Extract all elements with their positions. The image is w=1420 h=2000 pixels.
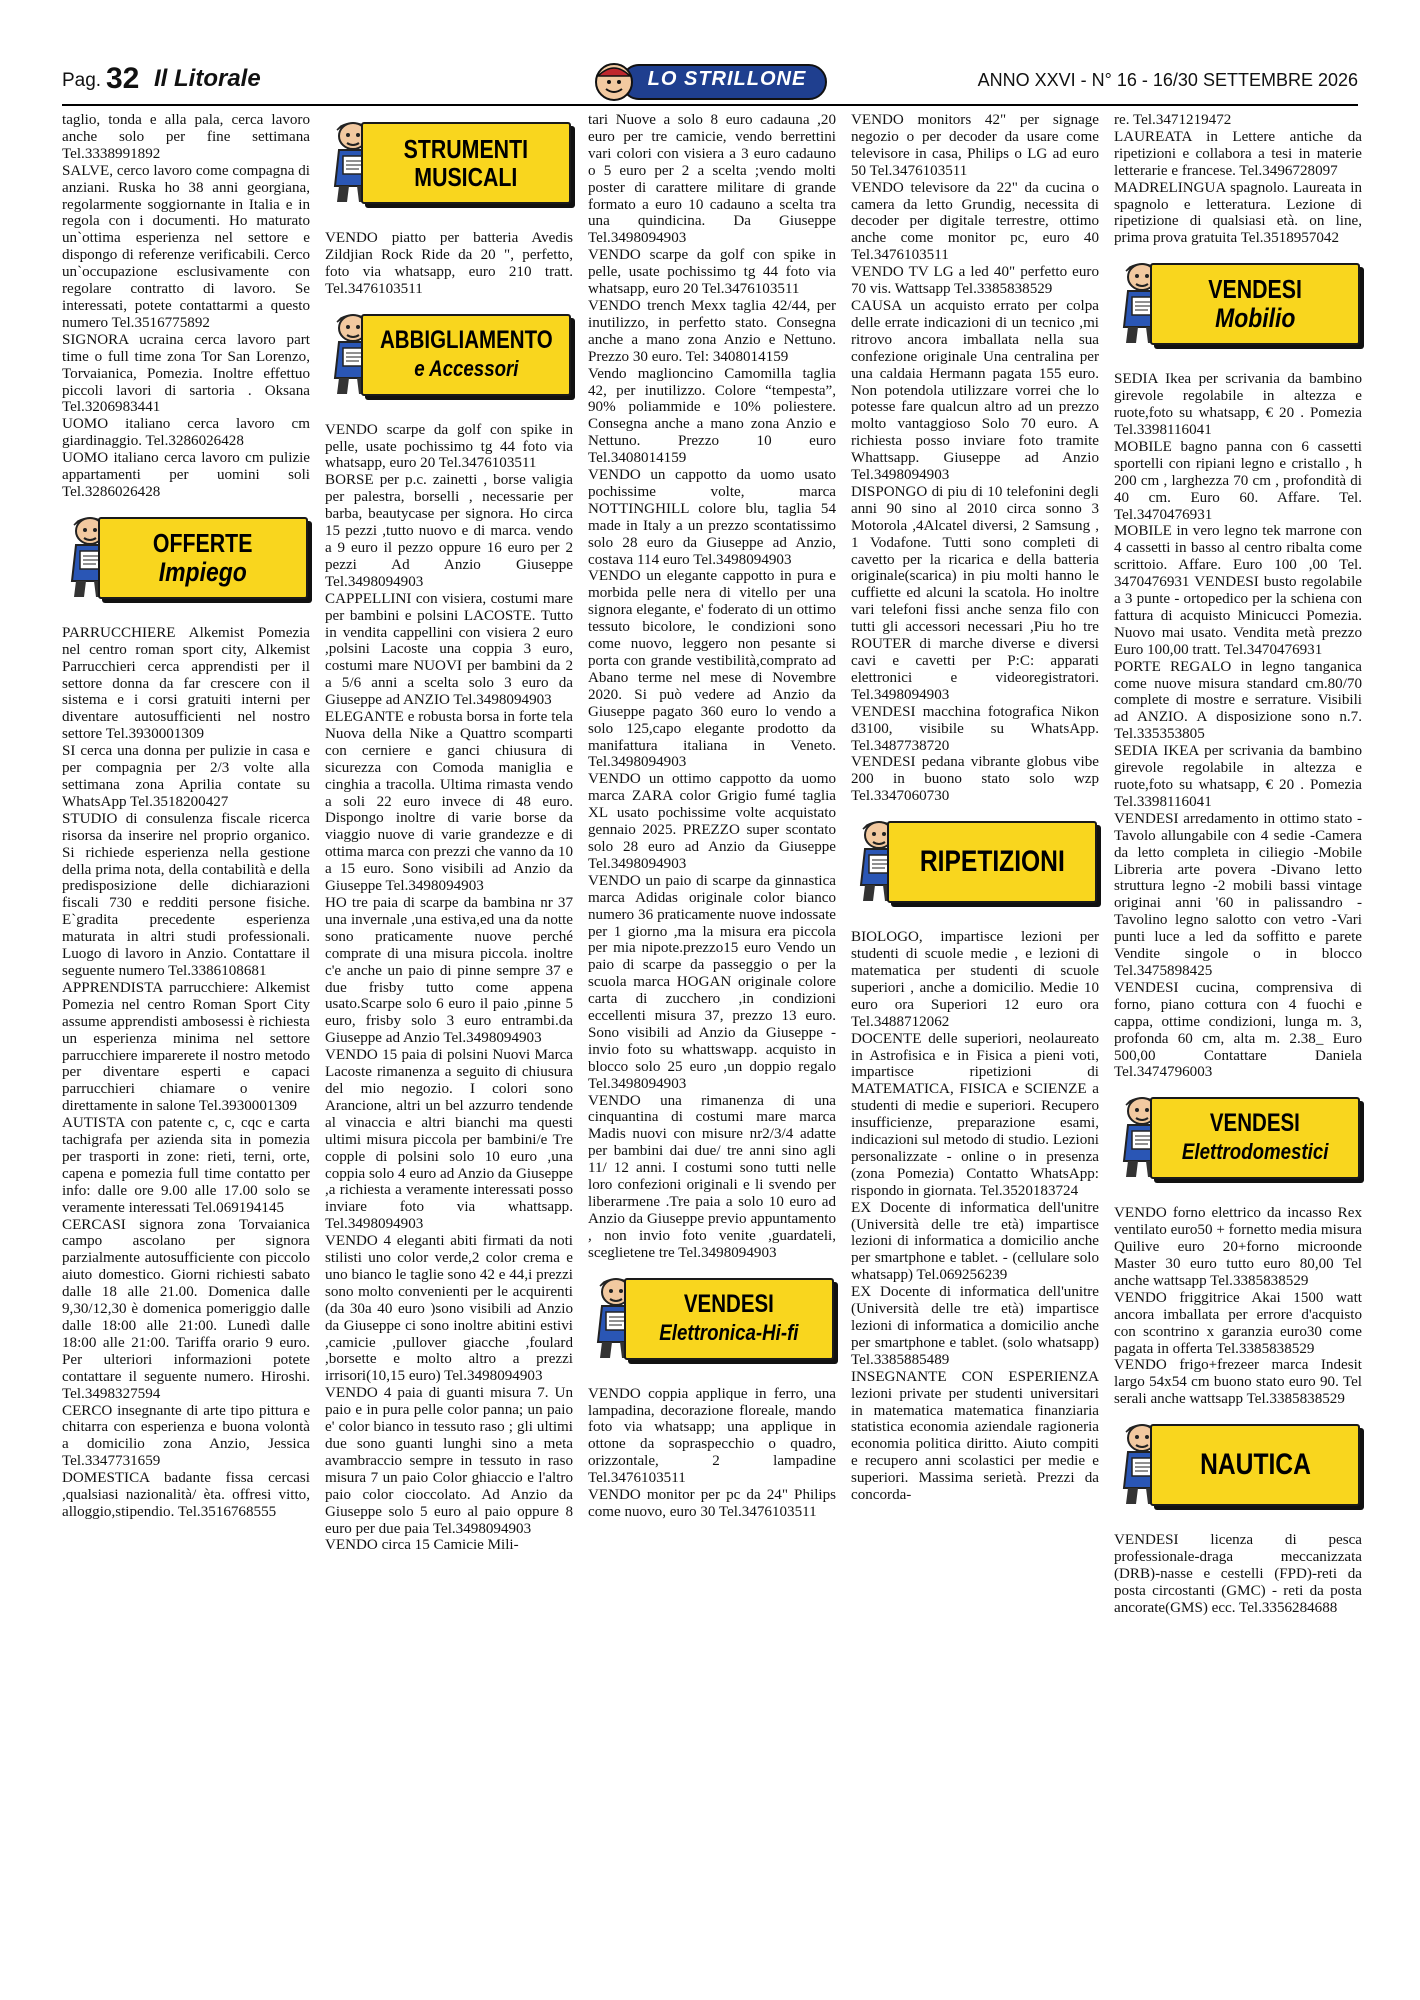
- classified-ad: STUDIO di consulenza fiscale ricerca risorsa da inserire nel proprio organico. Si richiede esperienza nella gestione della prima nota, della contabilità e della predisposizione delle dichiarazioni fiscali 730 e redditi persone fisiche. E`gradita precedente esperienza maturata in altri studi professionali. Luogo di lavoro in Anzio. Contattare il seguente numero Tel.3386108681: [62, 810, 310, 979]
- banner-title: OFFERTE: [153, 527, 253, 558]
- classified-ad: taglio, tonda e alla pala, cerca lavoro anche solo per fine settimana Tel.3338991892: [62, 112, 310, 162]
- classified-ad: VENDESI arredamento in ottimo stato -Tavolo allungabile con 4 sedie -Camera da letto completa in ciliegio -Mobile Libreria arte povera -Divano letto struttura legno -2 mobili bassi vintage originai anni '60 in palissandro - Tavolino legno salotto con vetro -Vari punti luce a led da soffitto e parete Vendite singole o in blocco Tel.3475898425: [1114, 810, 1362, 979]
- classified-ad: DOMESTICA badante fissa cercasi ,qualsiasi nazionalità/ èta. offresi vitto, alloggio,stipendio. Tel.3516768555: [62, 1470, 310, 1520]
- classified-ad: EX Docente di informatica dell'unitre (Università delle tre età) impartisce lezioni di informatica a domicilio anche per smartphone e tablet. - (cellulare solo whatsapp) Tel.069256239: [851, 1199, 1099, 1284]
- classified-ad: VENDO un cappotto da uomo usato pochissime volte, marca NOTTINGHILL colore blu, taglia 54 made in Italy a un prezzo scontatissimo solo 28 euro da Giuseppe ad Anzio, costava 114 euro Tel.3498094903: [588, 467, 836, 568]
- section-banner-offerte-impiego: [62, 507, 310, 617]
- classified-ad: SIGNORA ucraina cerca lavoro part time o full time zona Tor San Lorenzo, Torvaianica, Pomezia. Inoltre effettuo piccoli lavori di sartoria . Oksana Tel.3206983441: [62, 331, 310, 416]
- banner-subtitle: e Accessori: [413, 355, 519, 381]
- classified-ad: UOMO italiano cerca lavoro cm giardinaggio. Tel.3286026428: [62, 416, 310, 450]
- section-banner-elettronica-hifi: [588, 1268, 836, 1378]
- classified-ad: PARRUCCHIERE Alkemist Pomezia nel centro roman sport city, Alkemist Parrucchieri cerca apprendisti per il settore donna da far crescere con il sistema e i corsi gratuiti interni per diventare autosufficienti nel nostro settore Tel.3930001309: [62, 624, 310, 743]
- column-4: [851, 112, 1099, 1504]
- classified-ad: VENDO una rimanenza di una cinquantina di costumi mare marca Madis nuovi con misure nr2/3/4 adatte per bambini dai due/ tre anni sino agli 11/ 12 anni. I costumi sono tutti nelle loro confezioni originali e li svendo per liberarmene .Tre paia a solo 10 euro ad Anzio da Giuseppe previo appuntamento , non invio foto venite ,guardateli, sceglietene tre Tel.3498094903: [588, 1092, 836, 1261]
- classified-ad: ELEGANTE e robusta borsa in forte tela Nuova della Nike a Quattro scomparti con cerniere e ganci chiusura di sicurezza con Comoda maniglia e cinghia a tracolla. Ultima rimasta vendo a soli 22 euro invece di 48 euro. Dispongo inoltre di varie borse da viaggio nuove di varie grandezze e di ottima marca con prezzi che vanno da 10 a 15 euro. Sono visibili ad Anzio da Giuseppe Tel.3498094903: [325, 709, 573, 895]
- ads-list: [325, 230, 573, 298]
- classified-ad: MOBILE in vero legno tek marrone con 4 cassetti in basso al centro ribalta come scrittoio. Affare. Euro 100 ,00 Tel. 3470476931 VENDESI busto regolabile a 3 punte - ortopedico per la schiena con fattura di acquisto Minicucci Pomezia. Nuovo mai usato. Vendita metà prezzo Euro 100,00 tratt. Tel.3470476931: [1114, 523, 1362, 658]
- classified-ad: VENDO scarpe da golf con spike in pelle, usate pochissimo tg 44 foto via whatsapp, euro 20 Tel.3476103511: [325, 421, 573, 472]
- classified-ad: BORSE per p.c. zainetti , borse valigia per palestra, borselli , necessarie per barba, beautycase per signora. Ho circa 15 pezzi ,tutto nuovo e di marca. vendo a 9 euro il pezzo oppure 16 euro per 2 pezzi Ad Anzio Giuseppe Tel.3498094903: [325, 472, 573, 590]
- classified-ad: VENDO piatto per batteria Avedis Zildjian Rock Ride da 20 ", perfetto, foto via whatsapp, euro 210 tratt. Tel.3476103511: [325, 230, 573, 297]
- classified-ad: DISPONGO di piu di 10 telefonini degli anni 90 sino al 2010 circa sonno 3 Motorola ,4Alcatel diversi, 2 Samsung , 1 Vodafone. Tutti sono completi di cavetto per la ricarica e della batteria originale(scarica) in piu molti hanno le cuffiette ed alcuni la scatola. Ho inoltre vari telefoni fissi anche senza filo con tutti gli accessori necessari ,Piu ho tre ROUTER di marche diverse e diversi cavi e cavetti per P:C: apparati elettronici e videoregistratori. Tel.3498094903: [851, 483, 1099, 703]
- classified-ad: VENDO forno elettrico da incasso Rex ventilato euro50 + fornetto media misura Quilive euro 20+forno microonde Master 30 euro tutto euro 80,00 Tel anche wattsapp Tel.3385838529: [1114, 1205, 1362, 1289]
- classified-ad: AUTISTA con patente c, c, cqc e carta tachigrafa per azienda sita in pomezia per trasporti in zone: rieti, terni, orte, capena e pomezia full time contatto per info: dalle ore 9.00 alle 17.00 solo se veramente interessati Tel.069194145: [62, 1115, 310, 1216]
- page-label: Pag.: [62, 70, 102, 91]
- banner-plate: [361, 314, 571, 396]
- classified-ad: HO tre paia di scarpe da bambina nr 37 una invernale ,una estiva,ed una da notte sono praticamente nuove perché comprate di una misura piccola. inoltre c'e anche un paio di pinne sempre 37 e due frisby tutto come appena usato.Scarpe solo 6 euro il paio ,pinne 5 euro, frisby solo 3 euro entrambi.da Giuseppe ad Anzio Tel.3498094903: [325, 895, 573, 1047]
- section-banner-strumenti-musicali: [325, 112, 573, 222]
- header-rule: [62, 104, 1358, 106]
- section-banner-elettrodomestici: [1114, 1087, 1362, 1197]
- classified-ad: SEDIA Ikea per scrivania da bambino girevole regolabile in altezza e ruote,foto su whatsapp, € 20 . Pomezia Tel.3398116041: [1114, 371, 1362, 438]
- banner-title: ABBIGLIAMENTO: [379, 325, 553, 354]
- classified-ad: VENDO coppia applique in ferro, una lampadina, decorazione floreale, mando foto via whatsapp; una applique in ottone da sopraspecchio o quadro, orizzontale, 2 lampadine Tel.3476103511: [588, 1385, 836, 1487]
- ads-list: [1114, 1532, 1362, 1617]
- ads-list: [588, 112, 836, 1262]
- classified-ad: UOMO italiano cerca lavoro cm pulizie appartamenti per uomini soli Tel.3286026428: [62, 450, 310, 500]
- banner-plate: [887, 821, 1097, 903]
- banner-title: VENDESI: [1209, 1109, 1300, 1138]
- classified-ad: VENDO un ottimo cappotto da uomo marca ZARA color Grigio fumé taglia XL usato pochissime volte acquistato gennaio 2025. PREZZO super scontato solo 28 euro ad Anzio da Giuseppe Tel.3498094903: [588, 771, 836, 872]
- column-1: [62, 112, 310, 1521]
- classified-ad: Vendo maglioncino Camomilla taglia 42, per inutilizzo. Colore “tempesta”, 90% poliammide e 10% poliestere. Consegna anche a mano zona Anzio e Nettuno. Prezzo 10 euro Tel.3408014159: [588, 365, 836, 467]
- ads-list: [851, 929, 1099, 1504]
- page-number: 32: [106, 62, 140, 95]
- banner-plate: [1150, 1097, 1360, 1179]
- classified-ad: VENDO friggitrice Akai 1500 watt ancora imballata per errore d'acquisto con scontrino x garanzia euro30 come pagata in offerta Tel.3385838529: [1114, 1289, 1362, 1357]
- classified-ad: DOCENTE delle superiori, neolaureato in Astrofisica e in Fisica a pieni voti, impartisce ripetizioni di MATEMATICA, FISICA e SCIENZE a studenti di medie e superiori. Recupero insufficienze, preparazione esami, indicazioni sul metodo di studio. Lezioni personalizzate - online o in presenza (zona Pomezia) Contatto WhatsApp: rispondo in giornata. Tel.3520183724: [851, 1030, 1099, 1199]
- column-2: [325, 112, 573, 1554]
- column-5: [1114, 112, 1362, 1617]
- page-header: [62, 62, 1358, 106]
- classified-ad: VENDO televisore da 22" da cucina o camera da letto Grundig, necessita di decoder per digitale terrestre, ottimo anche come monitor pc, euro 40 Tel.3476103511: [851, 179, 1099, 264]
- banner-plate: [624, 1278, 834, 1360]
- ads-list: [62, 112, 310, 501]
- classified-ad: SI cerca una donna per pulizie in casa e per compagnia per 2/3 volte alla settimana zona Aprilia contate su WhatsApp Tel.3518200427: [62, 743, 310, 810]
- classified-ad: tari Nuove a solo 8 euro cadauna ,20 euro per tre camicie, vendo berrettini vari colori con visiera a 3 euro cadauno o 5 euro per 2 a scelta ;vendo molti poster di carattere militare di grande formato a euro 10 cadauno a scelta tra una quindicina. Da Giuseppe Tel.3498094903: [588, 112, 836, 247]
- issue-info: ANNO XXVI - N° 16 - 16/30 SETTEMBRE 2026: [977, 70, 1358, 90]
- classified-ad: PORTE REGALO in legno tanganica come nuove misura standard cm.80/70 complete di mostre e serrature. Visibili ad ANZIO. A disposizione sono n.7. Tel.335353805: [1114, 658, 1362, 743]
- classified-ad: VENDO circa 15 Camicie Mili-: [325, 1537, 519, 1554]
- banner-title: STRUMENTI: [403, 134, 529, 164]
- classified-ad: VENDO un elegante cappotto in pura e morbida pelle nera di vitello per una signora elegante, e' foderato di un ottimo tessuto bicolore, le condizioni sono come nuovo, leggero non pesante si porta con grande vestibilità,comprato ad Abano terme nel mese di Novembre 2020. Si può vedere ad Anzio da Giuseppe pagato 360 euro lo vendo a solo 125,capo elegante prodotto da manifattura italiana in Veneto. Tel.3498094903: [588, 568, 836, 771]
- classified-ad: APPRENDISTA parrucchiere: Alkemist Pomezia nel centro Roman Sport City assume apprendisti ambosessi è richiesta un esperienza minima nel settore parrucchiere imparerete il nostro metodo per diventare esperti e capaci parrucchieri chiamare o venire direttamente in salone Tel.3930001309: [62, 979, 310, 1115]
- classified-ad: VENDESI pedana vibrante globus vibe 200 in buono stato solo wzp Tel.3347060730: [851, 754, 1099, 805]
- classified-ad: SALVE, cerco lavoro come compagna di anziani. Ruska ho 38 anni georgiana, regolarmente soggiornante in Italia e in regola con i documenti. Ho maturato un`ottima esperienza nel settore e dispongo di referenze verificabili. Cerco un`occupazione esclusivamente con regolare contratto di lavoro. Se interessati, potete contattarmi a questo numero Tel.3516775892: [62, 162, 310, 331]
- banner-title: NAUTICA: [1199, 1448, 1311, 1482]
- ads-list: [1114, 1205, 1362, 1408]
- banner-plate: [1150, 263, 1360, 345]
- ads-list: [325, 422, 573, 1555]
- classified-ad: VENDO monitors 42" per signage negozio o per decoder da usare come televisore in casa, Philips o LG ad euro 50 Tel.3476103511: [851, 112, 1099, 179]
- classified-ad: MADRELINGUA spagnolo. Laureata in spagnolo e letteratura. Lezione di ripetizione di qualsiasi età. on line, prima prova gratuita Tel.3518957042: [1114, 179, 1362, 247]
- classified-ad: VENDO monitor per pc da 24" Philips come nuovo, euro 30 Tel.3476103511: [588, 1487, 836, 1520]
- ads-list: [62, 625, 310, 1521]
- classified-ad: VENDO TV LG a led 40" perfetto euro 70 vis. Wattsapp Tel.3385838529: [851, 264, 1099, 298]
- classified-ad: CERCO insegnante di arte tipo pittura e chitarra con esperienza e buona volontà a domicilio zona Anzio, Jessica Tel.3347731659: [62, 1402, 310, 1470]
- classified-ad: CERCASI signora zona Torvaianica campo ascolano per signora parzialmente autosufficiente con piccolo aiuto domestico. Giorni richiesti sabato dalle 18 alle 21.00. Domenica dalle 9,30/12,30 è domenica pomeriggio dalle dalle 18:00 alle 21:00. Lunedì dalle 18:00 alle 21:00. Tariffa orario 9 euro. Per ulteriori informazioni potete contattare il seguente numero. Hiroshi. Tel.3498327594: [62, 1216, 310, 1402]
- section-banner-mobilio: [1114, 253, 1362, 363]
- section-banner-nautica: [1114, 1414, 1362, 1524]
- logo-text: LO STRILLONE: [647, 68, 807, 90]
- banner-subtitle: Mobilio: [1214, 303, 1296, 334]
- classified-ad: VENDESI cucina, comprensiva di forno, piano cottura con 4 fuochi e cappa, ottime condizioni, lunga m. 3, profonda 60 cm, alta m. 2.38_ Euro 500,00 Contattare Daniela Tel.3474796003: [1114, 979, 1362, 1081]
- classified-ad: VENDO frigo+frezeer marca Indesit largo 54x54 cm buono stato euro 90. Tel serali anche wattsapp Tel.3385838529: [1114, 1357, 1362, 1408]
- ads-list: [588, 1386, 836, 1521]
- ads-list: [851, 112, 1099, 805]
- ads-list: [1114, 371, 1362, 1081]
- section-banner-abbigliamento: [325, 304, 573, 414]
- banner-title: RIPETIZIONI: [919, 845, 1065, 879]
- classified-ad: VENDO 4 eleganti abiti firmati da noti stilisti uno color verde,2 color crema e uno bianco le taglie sono 42 e 44,i prezzi sono molto convenienti per le acquirenti (da 30a 40 euro )sono visibili ad Anzio da Giuseppe ci sono inoltre abitini estivi ,camicie ,pullover giacche ,foulard ,borsette e molto altro a prezzi irrisori(10,15 euro) Tel.3498094903: [325, 1233, 573, 1385]
- banner-subtitle: Impiego: [158, 556, 247, 587]
- classified-ad: CAPPELLINI con visiera, costumi mare per bambini e polsini LACOSTE. Tutto in vendita cappellini con visiera 2 euro ,polsini Lacoste una coppia 3 euro, costumi mare NUOVI per bambini da 2 a 5/6 anni a scelta solo 3 euro da Giuseppe ad ANZIO Tel.3498094903: [325, 590, 573, 709]
- banner-plate: [361, 122, 571, 204]
- classified-ad: CAUSA un acquisto errato per colpa delle errate indicazioni di un tecnico ,mi ritrovo ancora imballata nella sua confezione originale Una centralina per una caldaia Hermann pagata 155 euro. Non potendola utilizzare vorrei che lo potesse fare qualcun altro ad un prezzo molto vantaggioso Solo 70 euro. A richiesta posso inviare foto tramite Whattsapp. Giuseppe ad Anzio Tel.3498094903: [851, 297, 1099, 484]
- banner-subtitle: MUSICALI: [414, 162, 518, 192]
- classified-ad: VENDESI licenza di pesca professionale-draga meccanizzata (DRB)-nasse e cestelli (FPD)-reti da posta circostanti (GMC) - reti da posta ancorate(GMS) ecc. Tel.3356284688: [1114, 1532, 1362, 1616]
- classified-ad: VENDO trench Mexx taglia 42/44, per inutilizzo, in perfetto stato. Consegna anche a mano zona Anzio e Nettuno. Prezzo 30 euro. Tel: 3408014159: [588, 297, 836, 365]
- banner-subtitle: Elettrodomestici: [1181, 1139, 1329, 1165]
- classified-ad: VENDO 4 paia di guanti misura 7. Un paio e in pura pelle color panna; un paio e' color bianco in tessuto raso ; gli ultimi due sono guanti lunghi sino a meta avambraccio sempre in tessuto in raso misura 7 un paio Color ghiaccio e l'altro paio color cioccolato. Ad Anzio da Giuseppe solo 5 euro al paio oppure 8 euro per due paia Tel.3498094903: [325, 1385, 573, 1537]
- classified-ad: VENDO 15 paia di polsini Nuovi Marca Lacoste rimanenza a seguito di chiusura del mio negozio. I colori sono Arancione, altri un bel azzurro tendende al vinaccia e altri bianchi ma questi ultimi misura piccola per bambini/e Tre copple di polsini solo 10 euro ,una coppia solo 4 euro ad Anzio da Giuseppe ,a richiesta a veramente interessati posso inviare foto via whattsapp. Tel.3498094903: [325, 1047, 573, 1233]
- banner-plate: [1150, 1424, 1360, 1506]
- classified-ad: VENDESI macchina fotografica Nikon d3100, visibile su WhatsApp. Tel.3487738720: [851, 703, 1099, 754]
- classified-ad: LAUREATA in Lettere antiche da ripetizioni e collabora a tesi in materie letterarie e francese. Tel.3496728097: [1114, 128, 1362, 179]
- classified-ad: INSEGNANTE CON ESPERIENZA lezioni private per studenti universitari in matematica matematica finanziaria statistica economia aziendale ragioneria economia politica diritto. Aiuto compiti e recupero anni scolastici per medie e superiori. Massima serietà. Prezzi da concorda-: [851, 1368, 1099, 1504]
- classified-ad: EX Docente di informatica dell'unitre (Università delle tre età) impartisce lezioni di informatica a domicilio anche per smartphone e tablet. (solo whatsapp) Tel.3385885489: [851, 1284, 1099, 1368]
- banner-plate: [98, 517, 308, 599]
- classified-ad: MOBILE bagno panna con 6 cassetti sportelli con ripiani legno e cristallo , h 200 cm , larghezza 70 cm , profondità di 40 cm. Euro 60. Affare. Tel. Tel.3470476931: [1114, 438, 1362, 523]
- ads-list: [1114, 112, 1362, 247]
- banner-title: VENDESI: [1208, 274, 1302, 305]
- classified-ad: re. Tel.3471219472: [1114, 112, 1232, 128]
- classified-ad: SEDIA IKEA per scrivania da bambino girevole regolabile in altezza e ruote,foto su whatsapp, € 20 . Pomezia Tel.3398116041: [1114, 743, 1362, 810]
- classified-ad: VENDO un paio di scarpe da ginnastica marca Adidas originale color bianco numero 36 praticamente nuove indossate per 1 giorno ,ma la misura era piccola per mia nipote.prezzo15 euro Vendo un paio di scarpe da passeggio o per la scuola marca HOGAN originale colore carta di zucchero ,in condizioni eccellenti misura 37, prezzo 13 euro. Sono visibili ad Anzio da Giuseppe -invio foto su whattswapp. acquisto in blocco solo 25 euro ,un doppio regalo Tel.3498094903: [588, 872, 836, 1092]
- section-banner-ripetizioni: [851, 811, 1099, 921]
- banner-title: VENDESI: [683, 1289, 774, 1318]
- newspaper-name: Il Litorale: [154, 65, 261, 92]
- classified-ad: VENDO scarpe da golf con spike in pelle, usate pochissimo tg 44 foto via whatsapp, euro 20 Tel.3476103511: [588, 247, 836, 298]
- column-3: [588, 112, 836, 1521]
- lo-strillone-logo: [592, 62, 828, 104]
- banner-subtitle: Elettronica-Hi-fi: [659, 1319, 799, 1345]
- classified-ad: BIOLOGO, impartisce lezioni per studenti di scuole medie , e lezioni di matematica per studenti di scuole superiori , anche a domicilio. Medie 10 euro ora Superiori 12 euro ora Tel.3488712062: [851, 929, 1099, 1030]
